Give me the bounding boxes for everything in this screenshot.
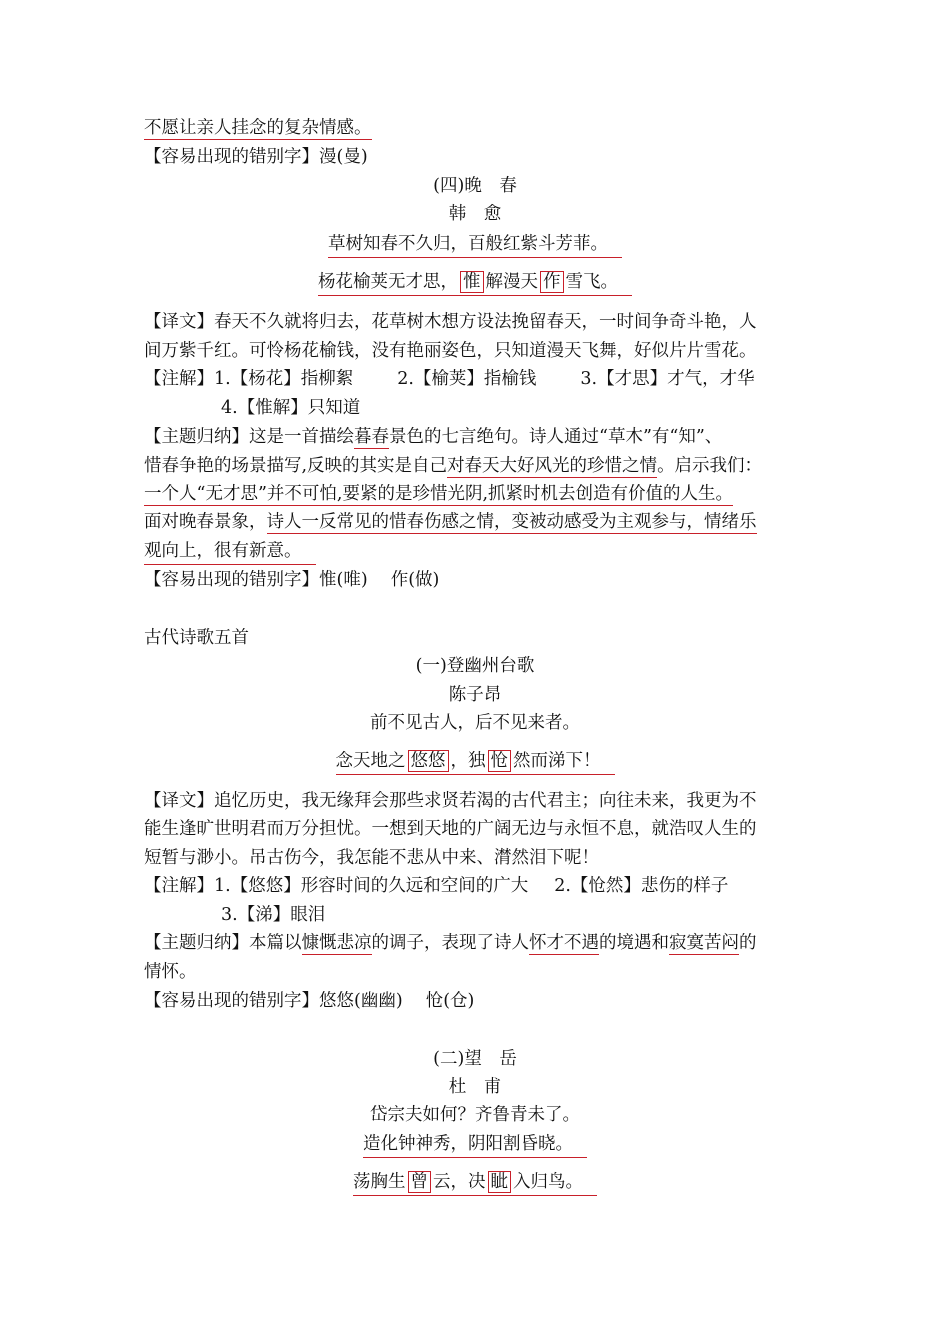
poem-line: [0, 1131, 950, 1157]
poem-title: (四)晚 春: [433, 176, 517, 196]
underlined-text: 观向上，很有新意。: [144, 541, 316, 565]
typo-value: 漫(曼): [319, 147, 368, 167]
poem-line: [0, 748, 950, 774]
underlined-text: 慷慨悲凉: [301, 933, 372, 953]
theme-line: [144, 424, 722, 450]
text-line: [144, 115, 372, 141]
section-title: 古代诗歌五首: [144, 628, 249, 648]
translation-line: 间万紫千红。可怜杨花榆钱，没有艳丽姿色，只知道漫天飞舞，好似片片雪花。: [144, 341, 757, 361]
theme-line: [144, 481, 733, 507]
underlined-text: 暮春: [354, 427, 389, 447]
boxed-char: 曾: [408, 1171, 432, 1193]
note: 2.【榆荚】指榆钱: [397, 369, 537, 389]
verse-part: 雪飞。: [565, 272, 618, 292]
notes-line: [144, 873, 728, 899]
verse-part: ，独: [450, 751, 486, 771]
note: 【注解】1.【悠悠】形容时间的久远和空间的广大: [144, 876, 529, 896]
translation-line: 【译文】追忆历史，我无缘拜会那些求贤若渴的古代君主；向往未来，我更为不: [144, 791, 757, 811]
poem-line: [0, 1169, 950, 1195]
poem-title: (一)登幽州台歌: [415, 656, 535, 676]
typo-value: 惟(唯) 作(做): [319, 570, 440, 590]
underlined-text: 对春天大好风光的珍惜之情: [447, 456, 658, 476]
note: 2.【怆然】悲伤的样子: [554, 876, 729, 896]
text: 景色的七言绝句。诗人通过“草木”有“知”、: [389, 427, 723, 447]
typo-label: 【容易出现的错别字】: [144, 991, 319, 1011]
underlined-text: 不愿让亲人挂念的复杂情感。: [144, 118, 372, 138]
verse-part: 入归鸟。: [513, 1172, 583, 1192]
verse-part: 解漫天: [485, 272, 538, 292]
poem-title: (二)望 岳: [433, 1049, 517, 1069]
theme-line: [144, 453, 762, 479]
verse-part: 荡胸生: [353, 1172, 406, 1192]
text: 。启示我们：: [657, 456, 763, 476]
underlined-verse: [318, 272, 632, 296]
translation-line: 短暂与渺小。吊古伤今，我怎能不悲从中来、潸然泪下呢！: [144, 848, 599, 868]
text: 的调子，表现了诗人: [371, 933, 529, 953]
notes-line: 4.【惟解】只知道: [221, 398, 361, 418]
typo-label: 【容易出现的错别字】: [144, 570, 319, 590]
boxed-char: 眦: [488, 1171, 512, 1193]
text: 的境遇和: [599, 933, 669, 953]
poem-author: 陈子昂: [448, 685, 502, 705]
notes-line: [144, 366, 755, 392]
boxed-char: 怆: [488, 750, 512, 772]
underlined-text: 诗人一反常见的惜春伤感之情，变被动感受为主观参与，情绪乐: [266, 512, 757, 532]
text: 惜春争艳的场景描写,反映的其实是自己: [144, 456, 448, 476]
poem-line: 岱宗夫如何？齐鲁青未了。: [370, 1105, 580, 1125]
theme-line: [144, 509, 757, 535]
notes-line: 3.【涕】眼泪: [221, 905, 326, 925]
poem-author: 杜 甫: [448, 1077, 502, 1097]
underlined-verse: 造化钟神秀，阴阳割昏晓。: [363, 1134, 587, 1158]
poem-author: 韩 愈: [448, 204, 502, 224]
note: 【注解】1.【杨花】指柳絮: [144, 369, 354, 389]
verse-part: 杨花榆荚无才思，: [318, 272, 458, 292]
underlined-text: 寂寞苦闷: [669, 933, 739, 953]
poem-line: 前不见古人，后不见来者。: [370, 713, 580, 733]
text: 面对晚春景象，: [144, 512, 267, 532]
theme-line: [144, 538, 316, 564]
typo-line: [144, 567, 439, 593]
verse-part: 云，决: [433, 1172, 486, 1192]
typo-label: 【容易出现的错别字】: [144, 147, 319, 167]
poem-line: [0, 269, 950, 295]
typo-value: 悠悠(幽幽) 怆(仓): [319, 991, 475, 1011]
underlined-text: 一个人“无才思”并不可怕,要紧的是珍惜光阴,抓紧时机去创造有价值的人生。: [144, 484, 734, 504]
verse-part: 然而涕下！: [513, 751, 601, 771]
underlined-verse: 草树知春不久归，百般红紫斗芳菲。: [328, 234, 622, 258]
theme-line: 情怀。: [144, 962, 197, 982]
underlined-verse: [336, 751, 615, 775]
theme-line: [144, 930, 757, 956]
translation-line: 能生逢旷世明君而万分担忧。一想到天地的广阔无边与永恒不息，就浩叹人生的: [144, 819, 757, 839]
boxed-char: 作: [540, 271, 564, 293]
translation-line: 【译文】春天不久就将归去，花草树木想方设法挽留春天，一时间争奇斗艳，人: [144, 312, 757, 332]
verse-part: 念天地之: [335, 751, 406, 771]
text: 【主题归纳】本篇以: [144, 933, 302, 953]
underlined-text: 怀才不遇: [529, 933, 599, 953]
typo-line: [144, 988, 474, 1014]
text: 的: [739, 933, 757, 953]
poem-line: [0, 231, 950, 257]
boxed-char: 惟: [460, 271, 484, 293]
note: 3.【才思】才气，才华: [580, 369, 755, 389]
boxed-char: 悠悠: [408, 750, 449, 772]
typo-line: [144, 144, 368, 170]
underlined-verse: [353, 1172, 597, 1196]
text: 【主题归纳】这是一首描绘: [144, 427, 354, 447]
